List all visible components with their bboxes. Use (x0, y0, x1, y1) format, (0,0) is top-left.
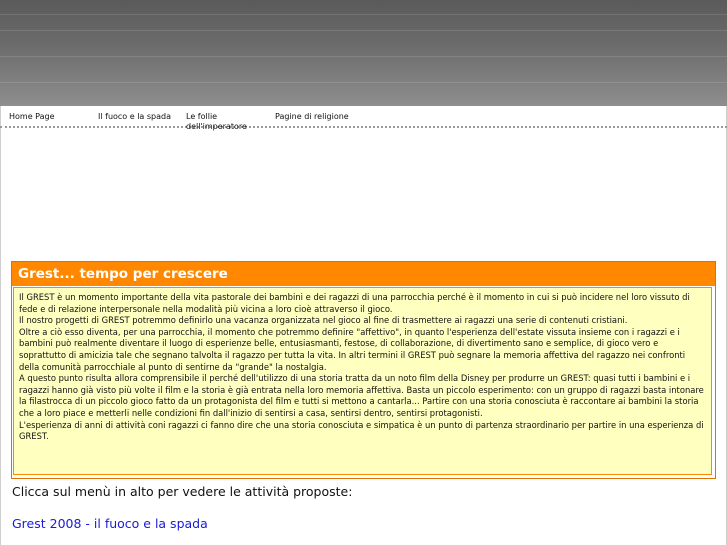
grest-2008-link[interactable]: Grest 2008 - il fuoco e la spada (12, 516, 208, 531)
nav-item-fuoco-spada[interactable]: Il fuoco e la spada (98, 112, 172, 121)
header-banner (0, 0, 727, 106)
panel-body (13, 287, 712, 475)
panel-paragraph: A questo punto risulta allora comprensibile il perché dell'utilizzo di una storia tratta da un noto film della Disney per produrre un GREST: quasi tutti i bambini e i ragazzi hanno già visto più volte il film e la storia è già entrata nella loro memoria affettiva. Basta un piccolo esperimento: con un gruppo di ragazzi basta intonare la filastrocca di un piccolo gioco fatto da un protagonista del film e tutti si mettono a cantarla... Partire con una storia conosciuta è raccontare ai bambini la storia che a loro piace e metterli nelle condizioni fin dall'inizio di sentirsi a casa, sentirsi dentro, sentirsi protagonisti. (19, 373, 704, 418)
menu-instructions: Clicca sul menù in alto per vedere le attività proposte: (12, 484, 353, 499)
intro-panel (11, 261, 716, 479)
panel-title: Grest... tempo per crescere (12, 262, 715, 286)
panel-paragraph: Il nostro progetti di GREST potremmo definirlo una vacanza organizzata nel gioco al fine di trasmettere ai ragazzi una serie di contenuti cristiani. (19, 315, 628, 326)
top-nav (0, 110, 727, 131)
nav-item-religione[interactable]: Pagine di religione (275, 112, 349, 121)
nav-item-follie-imperatore[interactable]: Le follie dell'imperatore (186, 112, 247, 131)
panel-paragraph: Oltre a ciò esso diventa, per una parrocchia, il momento che potremmo definire "affettivo", in quanto l'esperienza dell'estate vissuta insieme con i ragazzi e i bambini può realmente diventare il luogo di esperienze belle, entusiasmanti, festose, di collaborazione, di divertimento sano e semplice, di gioco vero e soprattutto di amicizia tale che segnano talvolta il ragazzo per tutta la vita. In altri termini il GREST può segnare la memoria affettiva del ragazzo nei confronti della comunità parrocchiale al punto di sentirne da "grande" la nostalgia. (19, 326, 686, 372)
nav-item-home[interactable]: Home Page (9, 112, 55, 121)
panel-paragraph: L'esperienza di anni di attività coni ragazzi ci fanno dire che una storia conosciuta e simpatica è un punto di partenza straordinario per partire in una esperienza di GREST. (19, 419, 704, 442)
panel-paragraph: Il GREST è un momento importante della vita pastorale dei bambini e dei ragazzi di una parrocchia perché è il momento in cui si può incidere nel loro vissuto di fede e di relazione interpersonale nella modalità più vicina a loro cioè attraverso il gioco. (19, 292, 690, 314)
